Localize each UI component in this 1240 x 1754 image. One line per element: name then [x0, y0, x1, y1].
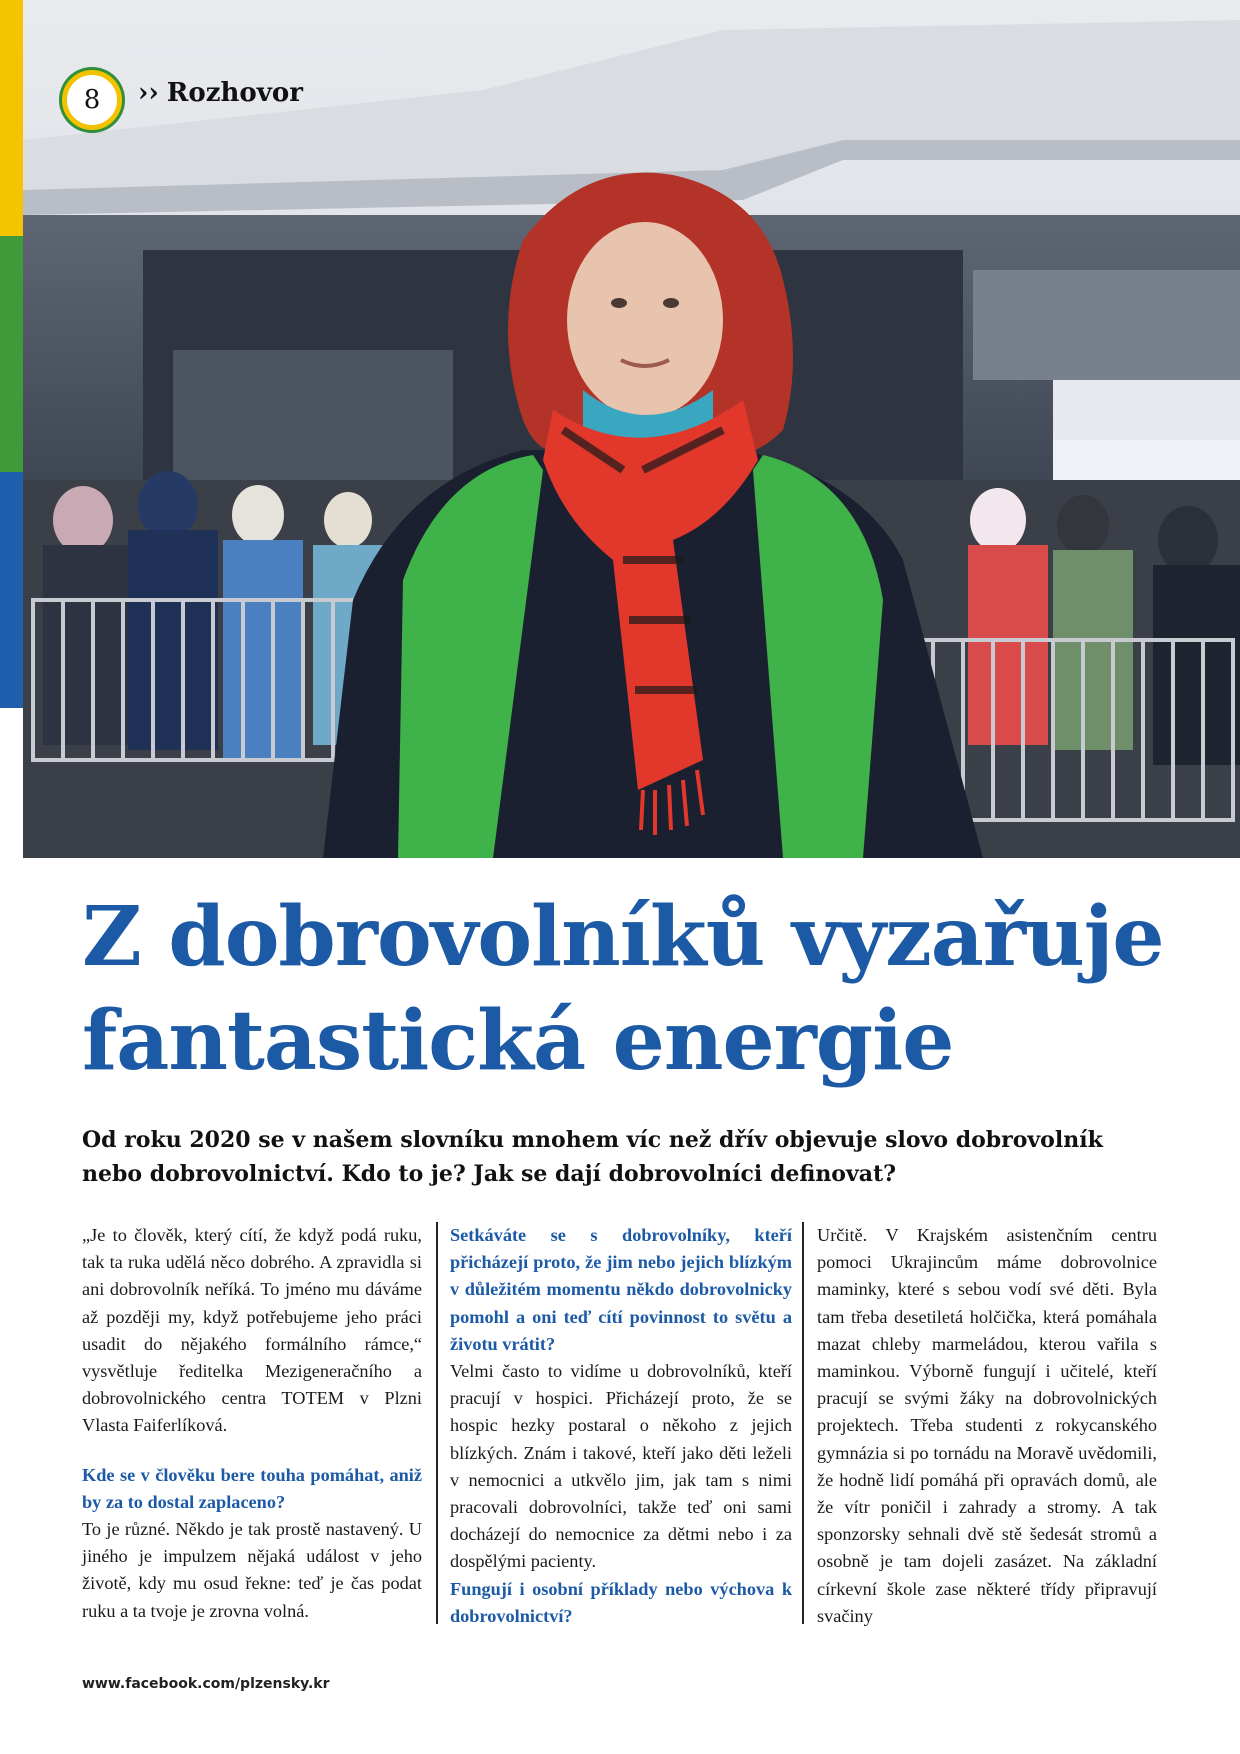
col2-paragraph-1: Velmi často to vidíme u dobrovolníků, kteří pracují v hospici. Přicházejí proto, že se hospic hezky postaral o někoho z jejich blízkých. Znám i takové, kteří jako děti leželi v nemocnici a utkvělo jim, jak tam s nimi pracovali dobrovolníci, takže teď oni sami docházejí do nemocnice za dětmi nebo i za dospělými pacienty.: [450, 1361, 792, 1572]
page-number-badge: [62, 70, 122, 130]
color-stripe-yellow: [0, 0, 23, 236]
color-stripe-green: [0, 236, 23, 472]
col3-paragraph-1: Určitě. V Krajském asistenčním centru pomoci Ukrajincům máme dobrovolnice maminky, které s sebou vodí své děti. Byla tam třeba desetiletá holčička, která pomáhala mazat chleby marmeládou, kterou vařila s maminkou. Výborně fungují i učitelé, kteří pracují se svými žáky na dobrovolnických projektech. Třeba studenti z rokycanského gymnázia si po tornádu na Moravě uvědomili, že hodně lidí pomáhá při opravách domů, ale že vítr poničil i zahrady a stromy. A tak sponzorsky sehnali dvě stě šedesát stromů a osobně je tam dojeli zasázet. Na základní církevní škole zase některé třídy připravují svačiny: [817, 1225, 1157, 1626]
col2-question-1: Setkáváte se s dobrovolníky, kteří přicházejí proto, že jim nebo jejich blízkým v důležitém momentu někdo dobrovolnicky pomohl a oni teď cítí povinnost to světu a životu vrátit?: [450, 1225, 792, 1354]
section-chevron: ››: [138, 78, 159, 108]
section-label: [138, 78, 303, 108]
lead-line-1: Od roku 2020 se v našem slovníku mnohem víc než dřív objevuje slovo dobrovolník: [82, 1127, 1103, 1153]
section-name: Rozhovor: [166, 78, 303, 108]
column-2: [450, 1222, 792, 1630]
page-number: 8: [83, 85, 101, 115]
headline-line-1: Z dobrovolníků vyzařuje: [82, 889, 1164, 985]
column-3: [817, 1222, 1157, 1630]
color-stripe-blue: [0, 472, 23, 708]
lead-line-2: nebo dobrovolnictví. Kdo to je? Jak se dají dobrovolníci definovat?: [82, 1161, 897, 1187]
column-divider-1: [436, 1222, 438, 1624]
article-photo: [23, 0, 1240, 858]
column-divider-2: [802, 1222, 804, 1624]
col1-paragraph-2: To je různé. Někdo je tak prostě nastavený. U jiného je impulzem nějaká událost v jeho životě, kdy mu osud řekne: teď je čas podat ruku a ta tvoje je zrovna volná.: [82, 1519, 422, 1621]
article-headline: [82, 885, 1192, 1093]
article-lead: [82, 1123, 1182, 1191]
col1-paragraph-1: „Je to člověk, který cítí, že když podá ruku, tak ta ruka udělá něco dobrého. A zpravidla si ani dobrovolník neříká. To jméno mu dáváme až později my, když potřebujeme jeho práci usadit do nějakého formálního rámce,“ vysvětluje ředitelka Mezigeneračního a dobrovolnického centra TOTEM v Plzni Vlasta Faiferlíková.: [82, 1225, 422, 1436]
footer-url[interactable]: www.facebook.com/plzensky.kr: [82, 1676, 330, 1692]
col1-question-1: Kde se v člověku bere touha pomáhat, aniž by za to dostal zaplaceno?: [82, 1464, 422, 1512]
col2-question-2: Fungují i osobní příklady nebo výchova k dobrovolnictví?: [450, 1578, 792, 1626]
headline-line-2: fantastická energie: [82, 993, 954, 1089]
column-1: [82, 1222, 422, 1625]
